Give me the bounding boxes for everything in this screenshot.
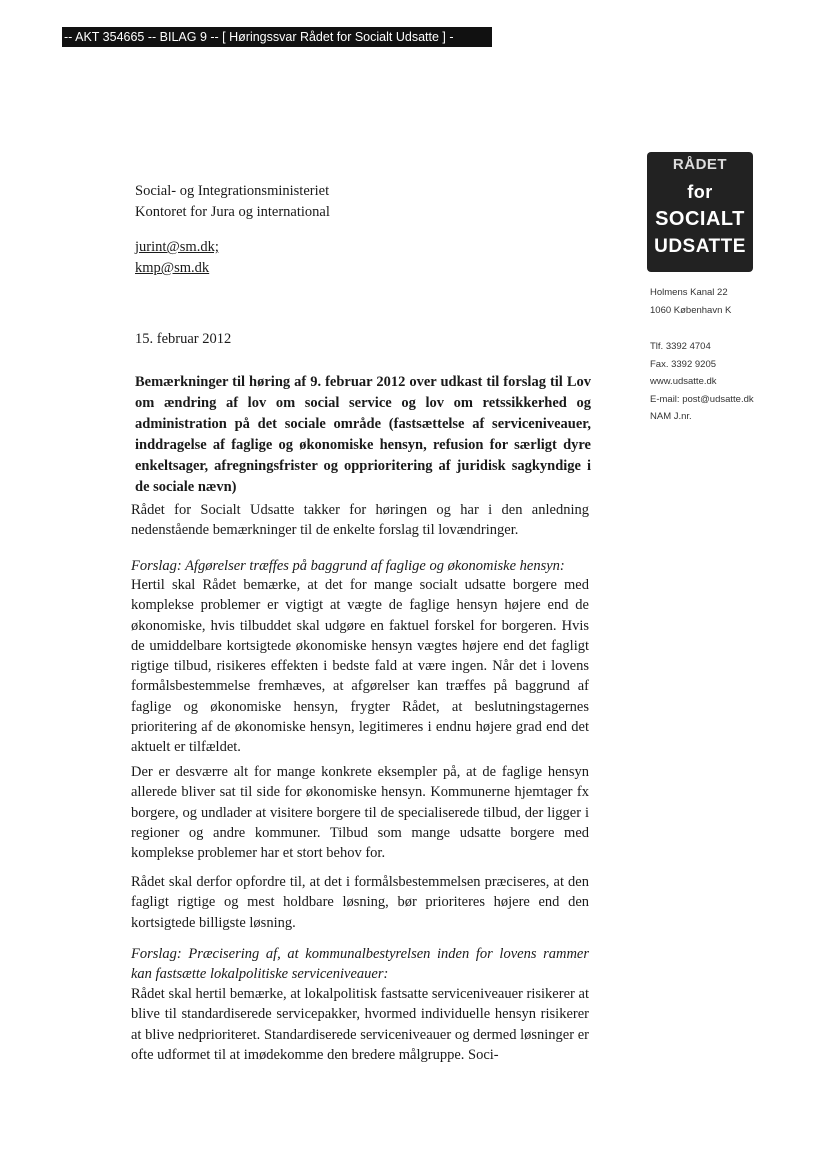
address-line-2: 1060 København K bbox=[650, 304, 732, 316]
organization-logo bbox=[647, 152, 753, 272]
section2-heading: Forslag: Præcisering af, at kommunalbestyrelsen inden for lovens rammer kan fastsætte lokalpolitiske serviceniveauer: bbox=[131, 946, 589, 983]
sender-contact bbox=[650, 338, 754, 426]
section1-heading: Forslag: Afgørelser træffes på baggrund af faglige og økonomiske hensyn: bbox=[131, 558, 565, 574]
website-link[interactable]: www.udsatte.dk bbox=[650, 376, 717, 387]
address-line-1: Holmens Kanal 22 bbox=[650, 287, 728, 298]
sender-address bbox=[650, 284, 731, 319]
section1-paragraph-1: Hertil skal Rådet bemærke, at det for mange socialt udsatte borgere med komplekse problemer er vigtigt at vægte de faglige hensyn højere end de økonomiske, hvis tilbuddet skal udgøre en faktuel forskel for borgeren. Hvis de umiddelbare kortsigtede økonomiske hensyn vægtes højere end det fagligt rigtige tilbud, risikeres effekten i bedste fald at være ingen. Når det i lovens formålsbestemmelse fremhæves, at afgørelser kan træffes på baggrund af faglige og økonomiske hensyn, frygter Rådet, at beslutningstagernes prioritering af de økonomiske hensyn, legitimeres i endnu højere grad end det aktuelt er tilfældet. bbox=[131, 577, 589, 756]
recipient-emails bbox=[135, 237, 219, 279]
letter-subject: Bemærkninger til høring af 9. februar 2012 over udkast til forslag til Lov om ændring af lov om social service og lov om retssikkerhed og administration på det sociale område (fastsættelse af serviceniveauer, inddragelse af faglige og økonomiske hensyn, refusion for særligt dyre enkeltsager, afregningsfrister og opprioritering af juridisk sagkyndige i de sociale nævn) bbox=[135, 374, 591, 495]
letter-date: 15. februar 2012 bbox=[135, 331, 232, 347]
recipient-line-1: Social- og Integrationsministeriet bbox=[135, 183, 330, 199]
email-link-1[interactable]: jurint@sm.dk; bbox=[135, 239, 219, 255]
document-stamp: -- AKT 354665 -- BILAG 9 -- [ Høringssvar Rådet for Socialt Udsatte ] - bbox=[64, 30, 454, 44]
journal-number: NAM J.nr. bbox=[650, 411, 692, 422]
email-link-2[interactable]: kmp@sm.dk bbox=[135, 260, 210, 276]
intro-paragraph: Rådet for Socialt Udsatte takker for høringen og har i den anledning nedenstående bemærkninger til de enkelte forslag til lovændringer. bbox=[131, 502, 589, 539]
section1-paragraph-2: Der er desværre alt for mange konkrete eksempler på, at de faglige hensyn allerede bliver sat til side for økonomiske hensyn. Kommunerne hjemtager fx borgere, og undlader at visitere borgere til de specialiserede tilbud, der ligger i regioner og andre kommuner. Tilbud som mange udsatte borgere med komplekse problemer har et stort behov for. bbox=[131, 764, 589, 862]
document-stamp-bar bbox=[62, 27, 492, 47]
section2-paragraph-1: Rådet skal hertil bemærke, at lokalpolitisk fastsatte serviceniveauer risikerer at blive til standardiserede servicepakker, hvormed individuelle hensyn risikerer at blive nedprioriteret. Standardiserede serviceniveauer og dermed løsninger er ofte udformet til at imødekomme den bredere målgruppe. Soci- bbox=[131, 986, 589, 1063]
fax-number: Fax. 3392 9205 bbox=[650, 358, 717, 370]
logo-word-raadet: RÅDET bbox=[672, 156, 728, 173]
logo-word-for: for bbox=[687, 182, 713, 202]
contact-email[interactable]: E-mail: post@udsatte.dk bbox=[650, 393, 754, 405]
recipient-line-2: Kontoret for Jura og international bbox=[135, 204, 330, 220]
logo-word-socialt: SOCIALT bbox=[655, 208, 745, 230]
recipient-block bbox=[135, 181, 330, 223]
logo-word-udsatte: UDSATTE bbox=[654, 236, 746, 257]
section1-paragraph-3: Rådet skal derfor opfordre til, at det i formålsbestemmelsen præciseres, at den fagligt rigtige og mest holdbare løsning, bør prioriteres højere end den kortsigtede billigste løsning. bbox=[131, 874, 589, 931]
phone-number: Tlf. 3392 4704 bbox=[650, 341, 711, 352]
